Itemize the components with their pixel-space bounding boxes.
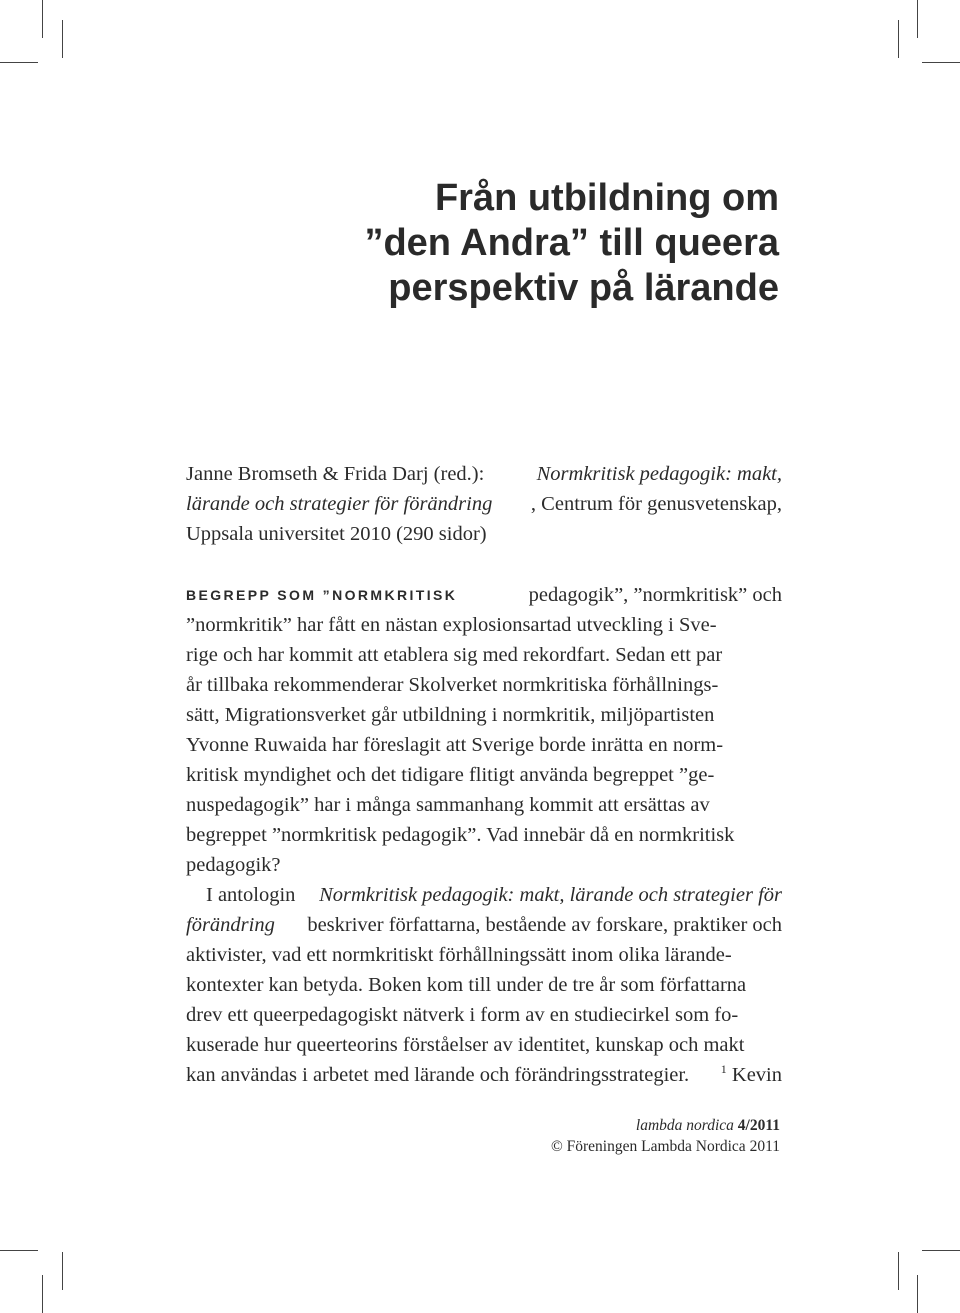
body-line: begreppet ”normkritisk pedagogik”. Vad innebär då en normkritisk (186, 824, 735, 846)
body-line: drev ett queerpedagogiskt nätverk i form av en studiecirkel som fo- (186, 1004, 739, 1026)
book-title-italic: förändring (186, 914, 275, 936)
title-line: ”den Andra” till queera (364, 222, 779, 264)
crop-mark (917, 1275, 918, 1313)
reference-line (186, 519, 782, 549)
reference-publisher: Uppsala universitet 2010 (290 sidor) (186, 523, 487, 545)
journal-copyright: © Föreningen Lambda Nordica 2011 (550, 1138, 780, 1155)
body-line: kan användas i arbetet med lärande och förändringsstrategier. $^1$ Kevin (186, 1062, 782, 1086)
article-title (364, 176, 779, 311)
reference-authors: Janne Bromseth & Frida Darj (red.): (186, 463, 485, 485)
crop-mark (922, 62, 960, 63)
body-line: kontexter kan betyda. Boken kom till under de tre år som författarna (186, 974, 747, 996)
crop-mark (917, 0, 918, 38)
body-line: ”normkritik” har fått en nästan explosionsartad utveckling i Sve- (186, 614, 717, 636)
reference-publisher: , Centrum för genusvetenskap, (530, 493, 782, 515)
body-line: BEGREPP SOM ”NORMKRITISK pedagogik”, ”normkritisk” och (186, 580, 782, 610)
article-body (186, 580, 782, 1090)
crop-mark (42, 0, 43, 38)
book-reference (186, 459, 782, 549)
title-line: Från utbildning om (434, 177, 779, 219)
body-line: I antologin Normkritisk pedagogik: makt, lärande och strategier för (186, 880, 782, 910)
crop-mark (0, 1250, 38, 1251)
body-line: kuserade hur queerteorins förståelser av identitet, kunskap och makt (186, 1034, 745, 1056)
body-line: sätt, Migrationsverket går utbildning i normkritik, miljöpartisten (186, 704, 715, 726)
reference-line (186, 459, 782, 489)
crop-mark (922, 1250, 960, 1251)
body-line: nuspedagogik” har i många sammanhang kommit att ersättas av (186, 794, 710, 816)
book-title-italic: Normkritisk pedagogik: makt, lärande och strategier för (319, 884, 782, 906)
footnote-marker: 1 (720, 1062, 727, 1076)
crop-mark (62, 20, 63, 58)
crop-mark (42, 1275, 43, 1313)
reference-book-title: lärande och strategier för förändring (186, 493, 493, 515)
reference-line (186, 489, 782, 519)
lead-in-smallcaps: BEGREPP SOM ”NORMKRITISK (186, 587, 458, 603)
crop-mark (62, 1252, 63, 1290)
crop-mark (898, 1252, 899, 1290)
body-line: aktivister, vad ett normkritiskt förhållningssätt inom olika lärande- (186, 944, 732, 966)
journal-name: lambda nordica (635, 1117, 734, 1134)
crop-mark (0, 62, 38, 63)
journal-info (551, 1115, 780, 1157)
crop-mark (898, 20, 899, 58)
title-line: perspektiv på lärande (388, 267, 779, 309)
body-line: Yvonne Ruwaida har föreslagit att Sverige borde inrätta en norm- (186, 734, 724, 756)
body-line: kritisk myndighet och det tidigare flitigt använda begreppet ”ge- (186, 764, 715, 786)
journal-issue-line (551, 1115, 780, 1136)
body-line: förändring beskriver författarna, bestående av forskare, praktiker och (186, 910, 782, 940)
body-line: pedagogik? (186, 854, 281, 876)
reference-book-title: Normkritisk pedagogik: makt, (536, 463, 782, 485)
body-line: år tillbaka rekommenderar Skolverket normkritiska förhållnings- (186, 674, 719, 696)
journal-issue: 4/2011 (737, 1117, 780, 1134)
body-line: rige och har kommit att etablera sig med rekordfart. Sedan ett par (186, 644, 723, 666)
